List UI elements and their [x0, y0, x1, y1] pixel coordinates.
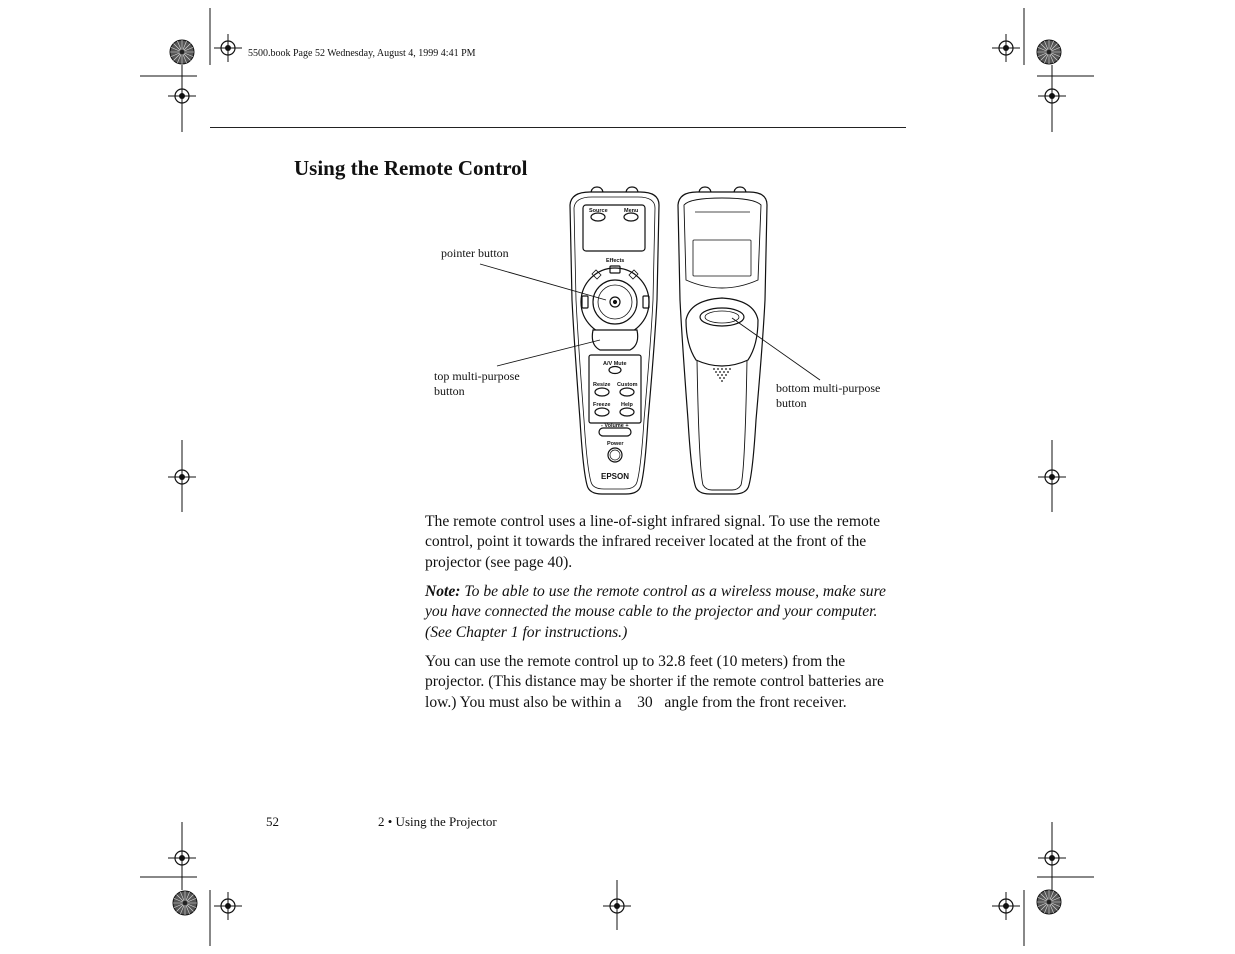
- header-rule: [210, 127, 906, 128]
- remote-back-illustration: [678, 187, 767, 494]
- note-text: To be able to use the remote control as a wireless mouse, make sure you have connected the mouse cable to the projector and your computer. (See Chapter 1 for instructions.): [425, 583, 886, 641]
- menu-label: Menu: [624, 208, 639, 214]
- callout-line-2: button: [776, 396, 807, 410]
- source-label: Source: [589, 208, 608, 214]
- intro-paragraph: The remote control uses a line-of-sight infrared signal. To use the remote control, point it towards the infrared receiver located at the front of the projector (see page 40).: [425, 513, 881, 571]
- section-title: Using the Remote Control: [294, 156, 528, 180]
- chapter-footer: 2 • Using the Projector: [378, 814, 497, 829]
- range-paragraph: You can use the remote control up to 32.8 feet (10 meters) from the projector. (This distance may be shorter if the remote control batteries are low.) You must also be within a 30 angle from the front receiver.: [425, 653, 888, 711]
- volume-label: - Volume +: [601, 423, 629, 429]
- note-paragraph: [425, 582, 905, 643]
- top-multi-purpose-callout: [434, 369, 520, 399]
- note-label: Note:: [425, 583, 461, 600]
- brand-logo: EPSON: [601, 472, 630, 481]
- power-label: Power: [607, 441, 624, 447]
- bottom-multi-purpose-callout: [776, 381, 880, 411]
- callout-line-2: button: [434, 384, 465, 398]
- effects-label: Effects: [606, 258, 625, 264]
- resize-label: Resize: [593, 382, 611, 388]
- print-slug: 5500.book Page 52 Wednesday, August 4, 1999 4:41 PM: [248, 48, 476, 59]
- callout-line-1: top multi-purpose: [434, 369, 520, 383]
- help-label: Help: [621, 402, 633, 408]
- page-number: 52: [266, 814, 279, 829]
- av-mute-label: A/V Mute: [603, 361, 627, 367]
- custom-label: Custom: [617, 382, 638, 388]
- pointer-button-callout: pointer button: [441, 246, 509, 260]
- callout-lines: [480, 264, 820, 380]
- callout-line-1: bottom multi-purpose: [776, 381, 881, 395]
- remote-front-illustration: [570, 187, 659, 494]
- freeze-label: Freeze: [593, 402, 611, 408]
